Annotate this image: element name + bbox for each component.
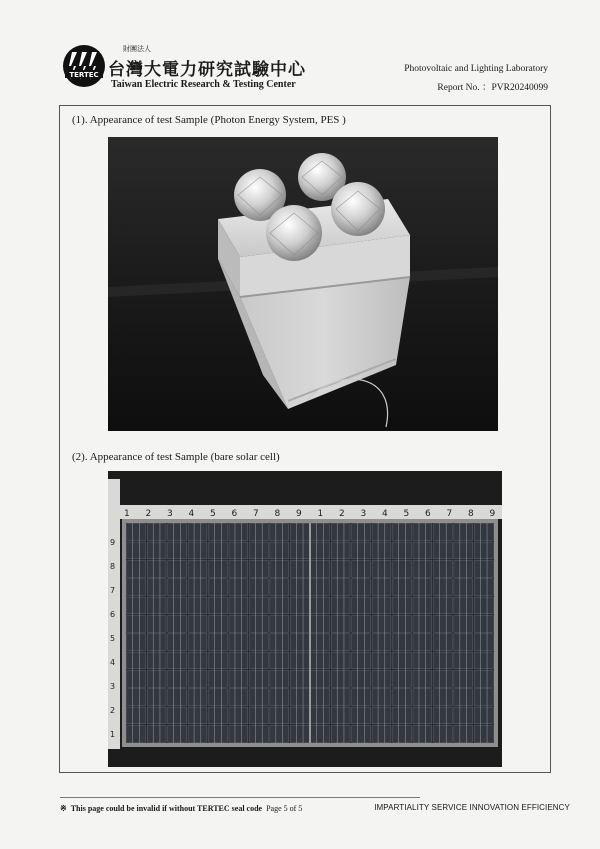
- footer-notice-text: This page could be invalid if without TERTEC seal code: [70, 804, 263, 813]
- solar-cell: [474, 579, 493, 596]
- ruler-top-label: 1: [317, 509, 324, 519]
- solar-cell: [127, 689, 146, 706]
- ruler-left-label: 8: [110, 562, 116, 571]
- solar-cell: [434, 707, 453, 724]
- solar-cell: [229, 689, 248, 706]
- solar-cell: [127, 652, 146, 669]
- solar-cell: [229, 542, 248, 559]
- solar-cell: [290, 542, 309, 559]
- solar-cell: [434, 579, 453, 596]
- solar-cell: [229, 561, 248, 578]
- solar-cell: [311, 689, 330, 706]
- ruler-top-label: 4: [188, 509, 195, 519]
- solar-cell: [413, 726, 432, 743]
- solar-cell: [290, 561, 309, 578]
- solar-cell: [209, 689, 228, 706]
- solar-cell: [229, 634, 248, 651]
- solar-cell: [393, 634, 412, 651]
- solar-cell: [331, 579, 350, 596]
- solar-cell: [270, 726, 289, 743]
- solar-cell: [434, 689, 453, 706]
- note-mark: ※: [60, 804, 67, 813]
- solar-cell: [147, 707, 166, 724]
- solar-cell: [270, 634, 289, 651]
- solar-cell: [168, 616, 187, 633]
- solar-cell: [229, 524, 248, 541]
- solar-cell: [127, 524, 146, 541]
- ruler-left-label: 2: [110, 706, 116, 715]
- solar-cell: [168, 652, 187, 669]
- solar-cell: [229, 652, 248, 669]
- solar-cell: [270, 689, 289, 706]
- pes-sample-photo: [108, 137, 498, 431]
- lab-name: Photovoltaic and Lighting Laboratory: [404, 64, 548, 74]
- solar-cell: [434, 634, 453, 651]
- solar-cell: [209, 597, 228, 614]
- solar-cell: [290, 597, 309, 614]
- solar-cell: [393, 689, 412, 706]
- solar-cell: [352, 689, 371, 706]
- solar-cell: [270, 542, 289, 559]
- solar-cell: [474, 726, 493, 743]
- solar-cell: [331, 597, 350, 614]
- solar-cell: [311, 671, 330, 688]
- solar-cell: [474, 652, 493, 669]
- footer-slogan: IMPARTIALITY SERVICE INNOVATION EFFICIENCY: [374, 803, 570, 812]
- solar-cell: [352, 726, 371, 743]
- solar-cell: [209, 652, 228, 669]
- section-1-caption: (1). Appearance of test Sample (Photon Energy System, PES ): [72, 114, 346, 126]
- solar-cell: [250, 707, 269, 724]
- solar-cell: [454, 524, 473, 541]
- solar-cell: [188, 579, 207, 596]
- solar-cell: [168, 726, 187, 743]
- solar-cell: [352, 616, 371, 633]
- ruler-top-label: 5: [403, 509, 410, 519]
- solar-cell: [474, 634, 493, 651]
- solar-cell: [147, 726, 166, 743]
- solar-cell: [209, 707, 228, 724]
- solar-cell: [250, 524, 269, 541]
- solar-cell: [331, 689, 350, 706]
- solar-cell: [270, 579, 289, 596]
- ruler-top-label: 9: [489, 509, 496, 519]
- report-number: Report No. ：PVR20240099: [437, 83, 548, 93]
- solar-cell: [229, 671, 248, 688]
- solar-cell: [331, 652, 350, 669]
- solar-cell: [434, 524, 453, 541]
- solar-cell: [331, 707, 350, 724]
- solar-cell: [311, 634, 330, 651]
- solar-cell: [209, 726, 228, 743]
- solar-cell: [127, 616, 146, 633]
- solar-cell: [434, 616, 453, 633]
- solar-cell: [147, 524, 166, 541]
- solar-cell: [454, 652, 473, 669]
- ruler-top-label: 7: [253, 509, 259, 519]
- solar-cell: [127, 597, 146, 614]
- solar-cell: [454, 542, 473, 559]
- solar-cell: [147, 579, 166, 596]
- ruler-top-label: 4: [382, 509, 388, 519]
- solar-cell: [372, 707, 391, 724]
- solar-cell: [290, 634, 309, 651]
- solar-cell: [127, 634, 146, 651]
- solar-cell: [393, 524, 412, 541]
- solar-cell: [413, 707, 432, 724]
- solar-cell: [331, 671, 350, 688]
- ruler-left-label: 5: [110, 634, 116, 643]
- solar-cell: [147, 561, 166, 578]
- solar-cell: [127, 726, 146, 743]
- solar-cell: [229, 707, 248, 724]
- solar-cell: [372, 616, 391, 633]
- ruler-top-label: 3: [167, 509, 173, 519]
- solar-cell: [250, 597, 269, 614]
- solar-cell: [352, 542, 371, 559]
- solar-cell: [250, 726, 269, 743]
- section-2-caption: (2). Appearance of test Sample (bare solar cell): [72, 451, 280, 463]
- solar-cell: [393, 561, 412, 578]
- solar-cell: [168, 707, 187, 724]
- solar-cell: [352, 671, 371, 688]
- solar-cell: [147, 671, 166, 688]
- solar-cell: [270, 616, 289, 633]
- solar-cell: [311, 616, 330, 633]
- solar-cell: [454, 634, 473, 651]
- solar-cell: [188, 726, 207, 743]
- solar-cell: [372, 579, 391, 596]
- org-name-chinese: 台灣大電力研究試驗中心: [108, 60, 306, 80]
- solar-cell: [454, 616, 473, 633]
- solar-cell: [188, 707, 207, 724]
- solar-cell: [250, 561, 269, 578]
- org-type-label: 財團法人: [123, 45, 151, 53]
- ruler-top-label: 2: [145, 509, 152, 519]
- solar-cell: [209, 524, 228, 541]
- solar-cell: [270, 652, 289, 669]
- ruler-left-label: 9: [110, 538, 116, 547]
- solar-cell: [434, 542, 453, 559]
- solar-cell: [270, 597, 289, 614]
- solar-cell: [372, 689, 391, 706]
- solar-cell: [413, 671, 432, 688]
- solar-cell: [474, 707, 493, 724]
- solar-cell: [474, 671, 493, 688]
- solar-cell: [250, 634, 269, 651]
- solar-cell: [413, 597, 432, 614]
- solar-cell: [372, 726, 391, 743]
- solar-cell: [311, 561, 330, 578]
- solar-cell: [188, 524, 207, 541]
- solar-cell: [454, 707, 473, 724]
- solar-cell: [311, 597, 330, 614]
- footer-divider: [60, 797, 420, 798]
- solar-cell: [250, 689, 269, 706]
- ruler-left-label: 7: [110, 586, 116, 595]
- ruler-top-label: 6: [231, 509, 238, 519]
- solar-cell: [454, 726, 473, 743]
- solar-cell: [188, 597, 207, 614]
- solar-cell: [168, 689, 187, 706]
- solar-cell: [188, 652, 207, 669]
- solar-cell: [352, 634, 371, 651]
- solar-cell: [168, 524, 187, 541]
- solar-cell: [168, 542, 187, 559]
- solar-cell: [413, 542, 432, 559]
- solar-cell: [413, 524, 432, 541]
- ruler-left-label: 1: [110, 730, 116, 739]
- solar-cell: [168, 579, 187, 596]
- solar-cell: [474, 561, 493, 578]
- ruler-left-label: 6: [110, 610, 116, 619]
- solar-cell: [434, 726, 453, 743]
- solar-cell: [270, 707, 289, 724]
- solar-cell: [188, 634, 207, 651]
- solar-cell: [454, 671, 473, 688]
- solar-cell: [127, 579, 146, 596]
- solar-cell: [127, 542, 146, 559]
- ruler-top-label: 5: [210, 509, 216, 519]
- solar-cell: [290, 689, 309, 706]
- solar-cell: [474, 597, 493, 614]
- solar-cell: [290, 671, 309, 688]
- solar-cell: [147, 616, 166, 633]
- solar-cell: [393, 726, 412, 743]
- solar-cell: [270, 524, 289, 541]
- solar-cell: [434, 671, 453, 688]
- solar-cell: [188, 542, 207, 559]
- svg-text:TERTEC: TERTEC: [69, 71, 99, 79]
- ruler-top-label: 9: [296, 509, 302, 519]
- solar-cell: [413, 561, 432, 578]
- solar-cell: [393, 542, 412, 559]
- solar-cell: [474, 524, 493, 541]
- solar-cell: [188, 671, 207, 688]
- solar-cell: [393, 597, 412, 614]
- solar-cell: [311, 579, 330, 596]
- solar-cell: [393, 671, 412, 688]
- solar-cell: [209, 561, 228, 578]
- solar-cell: [434, 561, 453, 578]
- solar-cell: [372, 671, 391, 688]
- solar-cell: [229, 597, 248, 614]
- solar-cell: [168, 597, 187, 614]
- ruler-left-label: 3: [110, 682, 116, 691]
- solar-cell: [270, 671, 289, 688]
- solar-cell: [331, 542, 350, 559]
- solar-cell: [127, 671, 146, 688]
- solar-cell: [434, 652, 453, 669]
- solar-cell: [250, 652, 269, 669]
- solar-cell: [250, 616, 269, 633]
- solar-cell: [331, 634, 350, 651]
- solar-cell: [270, 561, 289, 578]
- ruler-top-label: 8: [274, 509, 281, 519]
- solar-cell: [372, 652, 391, 669]
- solar-cell: [127, 707, 146, 724]
- solar-cell: [393, 707, 412, 724]
- ruler-top-label: 1: [124, 509, 130, 519]
- bare-solar-cell-photo: [108, 471, 502, 767]
- solar-cell: [209, 616, 228, 633]
- solar-cell: [393, 616, 412, 633]
- solar-cell: [311, 652, 330, 669]
- solar-cell: [209, 542, 228, 559]
- solar-cell: [331, 524, 350, 541]
- solar-cell: [352, 597, 371, 614]
- solar-cell: [147, 634, 166, 651]
- page-number: Page 5 of 5: [266, 804, 303, 813]
- solar-cell: [352, 524, 371, 541]
- solar-cell: [250, 579, 269, 596]
- solar-cell: [434, 597, 453, 614]
- solar-cell: [393, 579, 412, 596]
- footer-notice: [60, 804, 302, 813]
- solar-cell: [147, 689, 166, 706]
- solar-cell: [147, 652, 166, 669]
- solar-cell: [393, 652, 412, 669]
- solar-cell: [147, 597, 166, 614]
- solar-cell: [311, 726, 330, 743]
- solar-cell: [372, 542, 391, 559]
- solar-cell: [311, 542, 330, 559]
- solar-cell: [474, 616, 493, 633]
- solar-cell: [413, 689, 432, 706]
- org-name-english: Taiwan Electric Research & Testing Center: [111, 79, 296, 90]
- solar-cell: [290, 579, 309, 596]
- solar-cell: [209, 634, 228, 651]
- solar-cell: [372, 634, 391, 651]
- solar-cell: [331, 616, 350, 633]
- solar-cell: [188, 689, 207, 706]
- solar-cell: [290, 707, 309, 724]
- solar-cell: [188, 561, 207, 578]
- ruler-top-label: 8: [468, 509, 474, 519]
- solar-cell: [454, 597, 473, 614]
- solar-cell: [229, 726, 248, 743]
- solar-cell: [250, 671, 269, 688]
- solar-cell: [454, 561, 473, 578]
- ruler-top-label: 7: [446, 509, 453, 519]
- solar-cell: [331, 561, 350, 578]
- solar-cell: [474, 542, 493, 559]
- solar-cell: [290, 616, 309, 633]
- solar-cell: [229, 579, 248, 596]
- solar-cell: [352, 652, 371, 669]
- ruler-left-label: 4: [110, 658, 116, 667]
- solar-cell: [168, 634, 187, 651]
- solar-cell: [413, 579, 432, 596]
- solar-cell: [290, 652, 309, 669]
- solar-cell: [372, 561, 391, 578]
- ruler-top-label: 3: [360, 509, 367, 519]
- ruler-top-label: 6: [425, 509, 431, 519]
- solar-cell: [474, 689, 493, 706]
- solar-cell: [168, 561, 187, 578]
- solar-cell: [454, 689, 473, 706]
- solar-cell: [127, 561, 146, 578]
- solar-cell: [372, 524, 391, 541]
- solar-cell: [413, 616, 432, 633]
- solar-cell: [311, 707, 330, 724]
- solar-cell: [147, 542, 166, 559]
- solar-cell: [352, 579, 371, 596]
- solar-cell: [413, 634, 432, 651]
- tertec-logo-icon: [62, 44, 106, 88]
- solar-cell: [229, 616, 248, 633]
- solar-cell: [372, 597, 391, 614]
- solar-cell: [454, 579, 473, 596]
- solar-cell: [413, 652, 432, 669]
- solar-cell: [290, 524, 309, 541]
- solar-cell: [209, 579, 228, 596]
- solar-cell: [311, 524, 330, 541]
- ruler-top-label: 2: [339, 509, 345, 519]
- solar-cell: [250, 542, 269, 559]
- solar-cell: [352, 707, 371, 724]
- solar-cell: [290, 726, 309, 743]
- solar-cell: [168, 671, 187, 688]
- solar-cell: [209, 671, 228, 688]
- solar-cell: [188, 616, 207, 633]
- solar-cell: [331, 726, 350, 743]
- solar-cell: [352, 561, 371, 578]
